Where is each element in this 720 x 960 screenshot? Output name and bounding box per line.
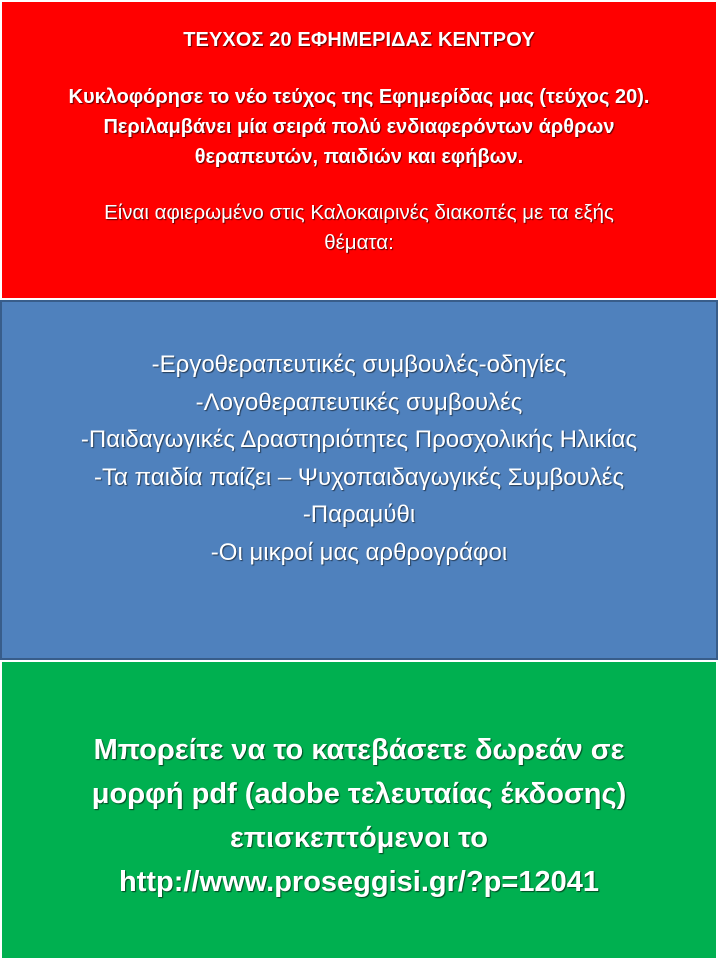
topic-item: -Τα παιδία παίζει – Ψυχοπαιδαγωγικές Συμβουλές <box>93 463 625 491</box>
download-text-line: επισκεπτόμενοι το <box>230 822 488 854</box>
topic-item: -Παιδαγωγικές Δραστηριότητες Προσχολικής Ηλικίας <box>80 426 638 453</box>
download-url: http://www.proseggisi.gr/?p=12041 <box>119 866 599 898</box>
intro-line: Είναι αφιερωμένο στις Καλοκαιρινές διακοπές με τα εξής <box>104 201 614 224</box>
issue-title: ΤΕΥΧΟΣ 20 ΕΦΗΜΕΡΙΔΑΣ ΚΕΝΤΡΟΥ <box>183 29 535 51</box>
download-panel <box>0 660 718 960</box>
topic-item: -Λογοθεραπευτικές συμβουλές <box>195 388 523 416</box>
topic-item: -Οι μικροί μας αρθρογράφοι <box>210 538 508 566</box>
announcement-panel <box>0 0 718 300</box>
topics-panel <box>0 300 718 660</box>
announcement-line: Κυκλοφόρησε το νέο τεύχος της Εφημερίδας μας (τεύχος 20). <box>68 86 650 108</box>
intro-line: θέματα: <box>324 231 394 254</box>
announcement-line: θεραπευτών, παιδιών και εφήβων. <box>194 146 524 168</box>
topic-item: -Παραμύθι <box>302 501 416 528</box>
download-text-line: Μπορείτε να το κατεβάσετε δωρεάν σε <box>93 734 625 766</box>
download-text-line: μορφή pdf (adobe τελευταίας έκδοσης) <box>91 778 627 810</box>
topic-item: -Εργοθεραπευτικές συμβουλές-οδηγίες <box>151 351 567 378</box>
announcement-line: Περιλαμβάνει μία σειρά πολύ ενδιαφερόντων άρθρων <box>103 116 615 138</box>
